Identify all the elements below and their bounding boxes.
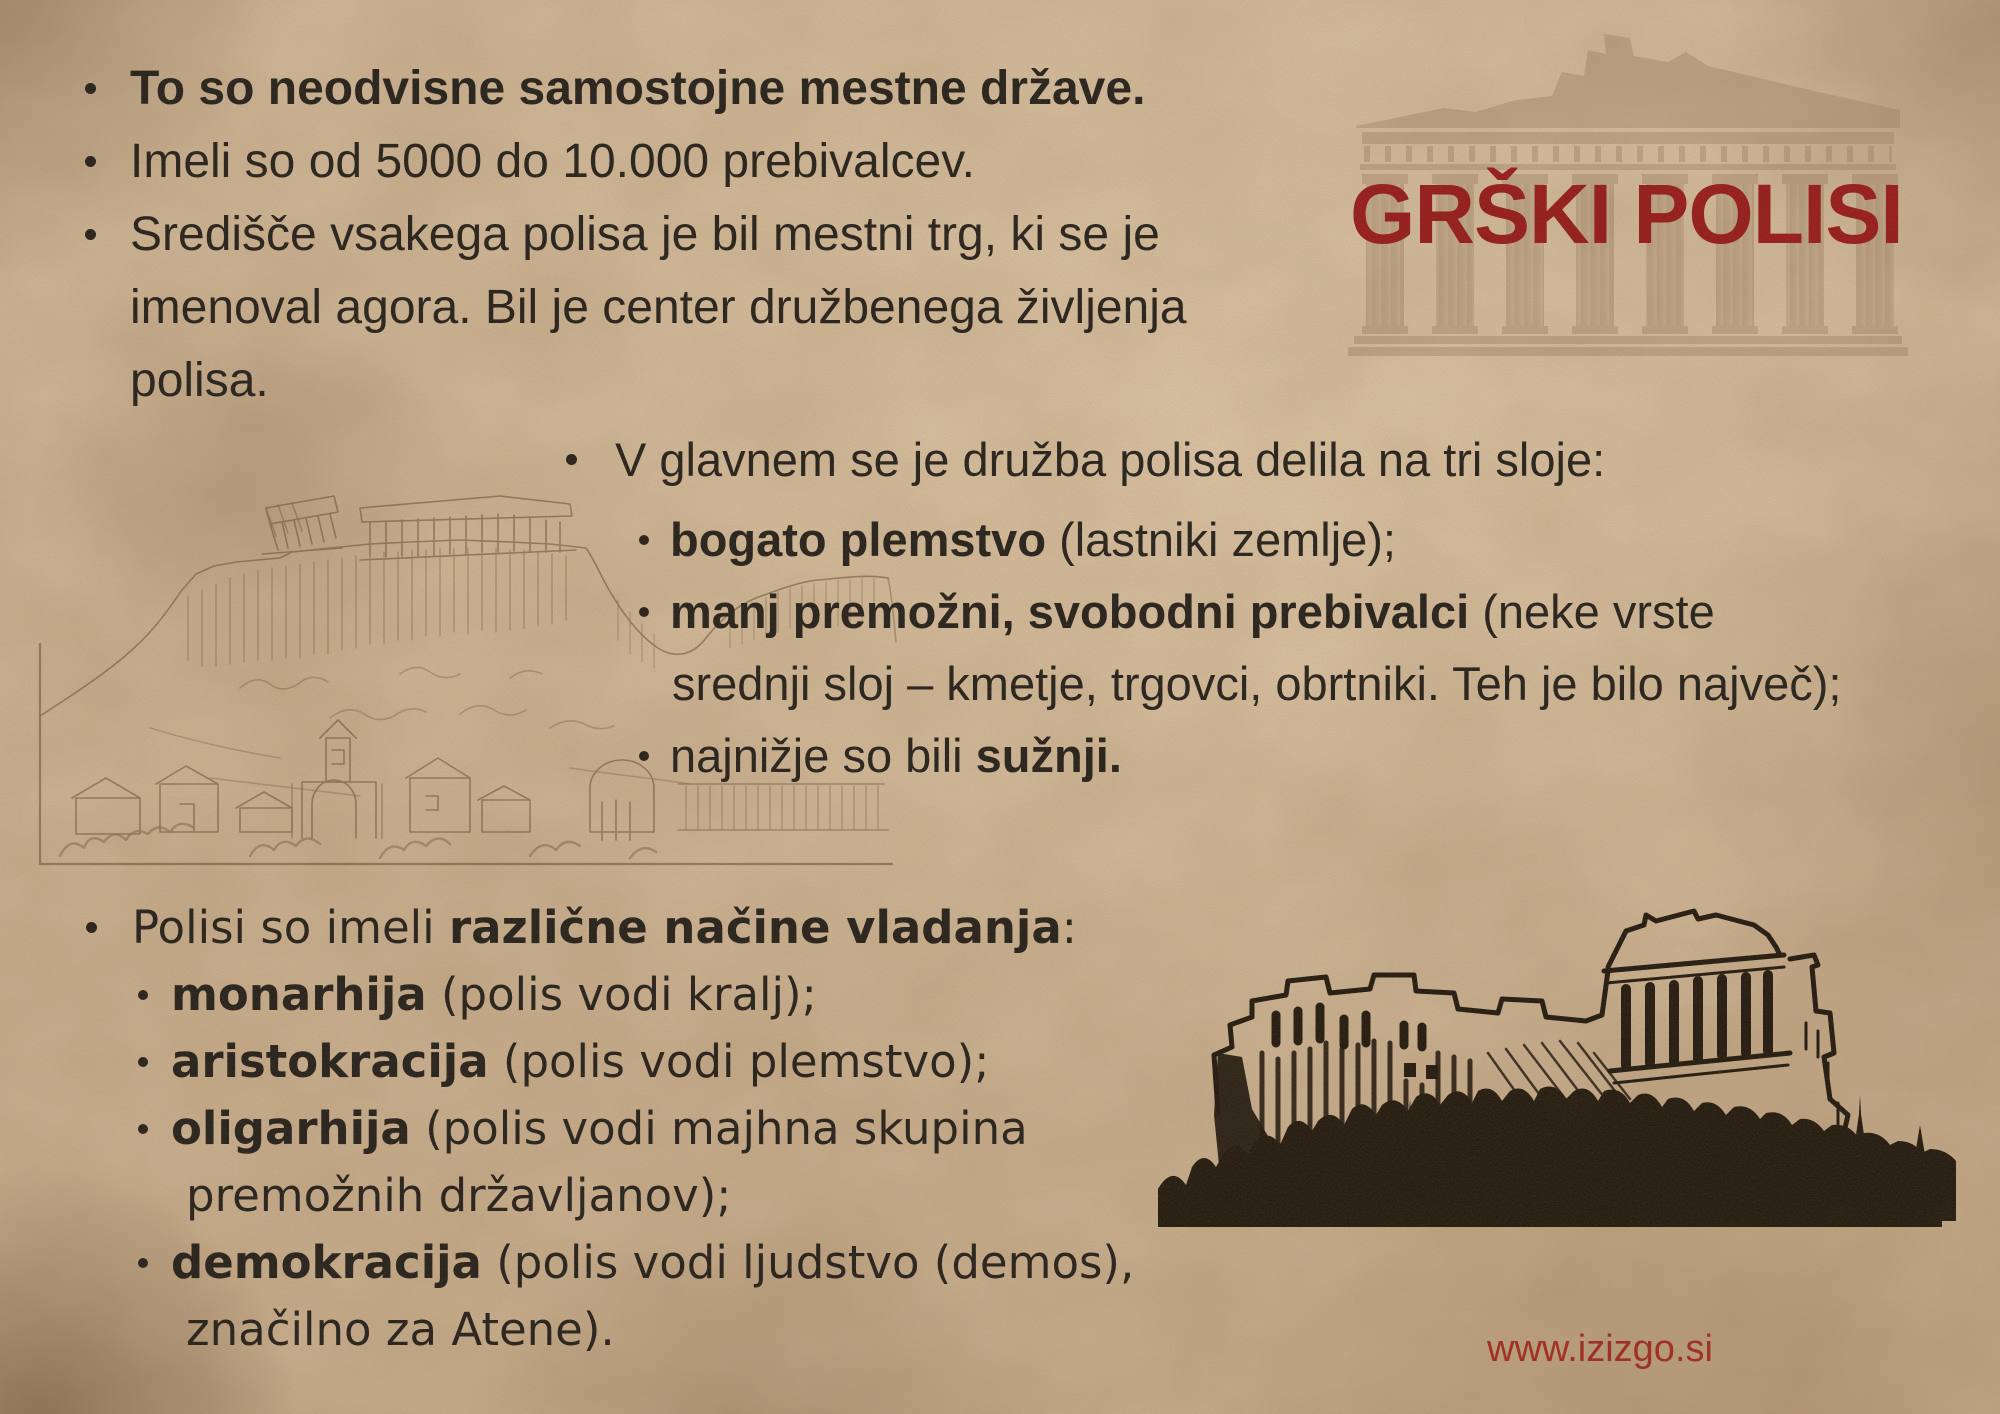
list-text: (polis vodi ljudstvo (demos),	[481, 1236, 1135, 1289]
bullet-dot	[566, 454, 577, 465]
list-text: (lastniki zemlje);	[1046, 513, 1396, 566]
bullet-dot	[86, 922, 97, 933]
list-item	[85, 1028, 1134, 1095]
government-list	[85, 894, 1134, 1363]
bullet-dot	[639, 751, 649, 761]
bullet-dot	[138, 990, 148, 1000]
list-text: (polis vodi majhna skupina	[410, 1102, 1028, 1155]
list-text: (neke vrste	[1469, 585, 1715, 638]
bullet-dot	[85, 156, 96, 167]
list-text: To so neodvisne samostojne mestne države.	[130, 62, 1146, 115]
list-item	[82, 271, 1187, 344]
list-item	[85, 894, 1134, 961]
list-text: najnižje so bili	[670, 729, 976, 782]
list-item	[82, 52, 1187, 125]
list-item	[85, 1095, 1134, 1162]
list-item	[565, 504, 1841, 576]
list-text: monarhija	[171, 968, 427, 1021]
bullet-dot	[138, 1258, 148, 1268]
list-text: polisa.	[130, 354, 269, 407]
page-title: GRŠKI POLISI	[1350, 167, 1903, 261]
list-text: bogato plemstvo	[670, 513, 1047, 566]
list-item	[85, 1162, 1134, 1229]
society-list	[565, 424, 1841, 792]
list-item	[565, 720, 1841, 792]
bullet-dot	[639, 607, 649, 617]
list-text: Središče vsakega polisa je bil mestni trg, ki se je	[130, 208, 1160, 261]
list-item	[565, 576, 1841, 648]
list-text: imenoval agora. Bil je center družbenega življenja	[130, 281, 1187, 334]
list-text: različne načine vladanja	[448, 901, 1062, 954]
list-text: sužnji.	[975, 729, 1122, 782]
list-item	[85, 1229, 1134, 1296]
bullet-dot	[138, 1057, 148, 1067]
list-item	[82, 344, 1187, 417]
list-text: V glavnem se je družba polisa delila na tri sloje:	[615, 433, 1606, 486]
list-text: (polis vodi kralj);	[426, 968, 817, 1021]
intro-list	[82, 52, 1187, 417]
list-text: :	[1061, 901, 1077, 954]
bullet-dot	[639, 535, 649, 545]
bullet-dot	[85, 83, 96, 94]
bullet-dot	[85, 229, 96, 240]
list-text: premožnih državljanov);	[186, 1169, 732, 1222]
list-item	[565, 424, 1841, 496]
bullet-dot	[138, 1124, 148, 1134]
list-text: srednji sloj – kmetje, trgovci, obrtniki. Teh je bilo največ);	[672, 657, 1842, 710]
acropolis-ink-illustration	[1158, 903, 1964, 1235]
list-item	[85, 961, 1134, 1028]
list-item	[82, 125, 1187, 198]
list-text: aristokracija	[171, 1035, 489, 1088]
list-item	[85, 1296, 1134, 1363]
list-item	[82, 198, 1187, 271]
list-text: oligarhija	[171, 1102, 411, 1155]
list-text: manj premožni, svobodni prebivalci	[670, 585, 1470, 638]
list-text: Imeli so od 5000 do 10.000 prebivalcev.	[130, 135, 975, 188]
list-item	[565, 648, 1841, 720]
list-text: Polisi so imeli	[132, 901, 449, 954]
list-text: (polis vodi plemstvo);	[488, 1035, 990, 1088]
list-text: demokracija	[171, 1236, 482, 1289]
list-text: značilno za Atene).	[186, 1303, 615, 1356]
website-link[interactable]: www.izizgo.si	[1487, 1328, 1713, 1370]
